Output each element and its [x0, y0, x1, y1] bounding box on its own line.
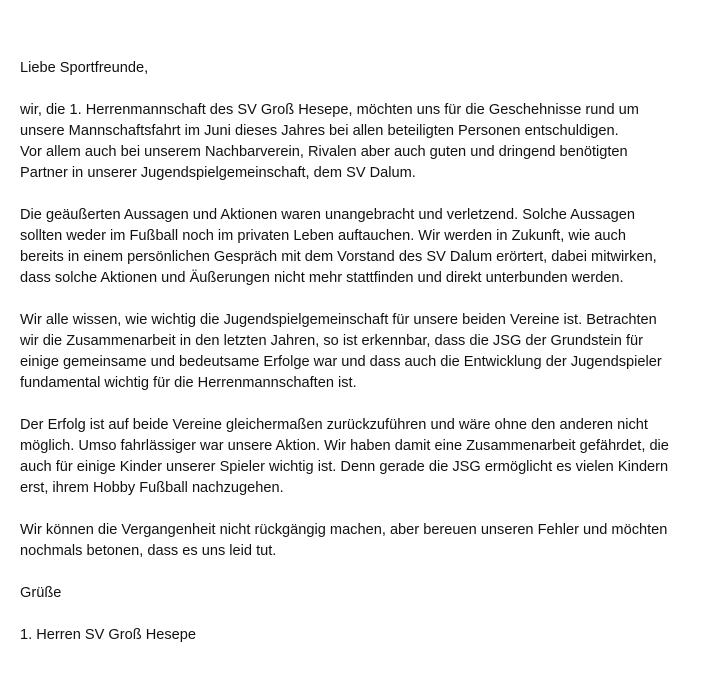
paragraph-line: wir, die 1. Herrenmannschaft des SV Groß Hesepe, möchten uns für die Geschehnisse rund um	[20, 102, 639, 118]
paragraph-line: Vor allem auch bei unserem Nachbarverein, Rivalen aber auch guten und dringend benötigten	[20, 144, 628, 160]
letter-greeting	[20, 58, 700, 79]
paragraph-line: auch für einige Kinder unserer Spieler wichtig ist. Denn gerade die JSG ermöglicht es vielen Kindern	[20, 459, 669, 475]
paragraph-line: Wir alle wissen, wie wichtig die Jugendspielgemeinschaft für unsere beiden Vereine ist. Betrachten	[20, 312, 657, 328]
paragraph-line: Partner in unserer Jugendspielgemeinschaft, dem SV Dalum.	[20, 165, 416, 181]
letter-paragraph-5	[20, 520, 700, 562]
paragraph-line: Wir können die Vergangenheit nicht rückgängig machen, aber bereuen unseren Fehler und möchten	[20, 522, 668, 538]
paragraph-line: wir die Zusammenarbeit in den letzten Jahren, so ist erkennbar, dass die JSG der Grundstein für	[20, 333, 643, 349]
paragraph-line: unsere Mannschaftsfahrt im Juni dieses Jahres bei allen beteiligten Personen entschuldigen.	[20, 123, 619, 139]
letter-signature	[20, 625, 700, 646]
paragraph-line: möglich. Umso fahrlässiger war unsere Aktion. Wir haben damit eine Zusammenarbeit gefährdet, die	[20, 438, 669, 454]
paragraph-line: erst, ihrem Hobby Fußball nachzugehen.	[20, 480, 284, 496]
letter-paragraph-3	[20, 310, 700, 394]
letter-document	[20, 58, 700, 667]
paragraph-line: sollten weder im Fußball noch im privaten Leben auftauchen. Wir werden in Zukunft, wie auch	[20, 228, 626, 244]
greeting-line: Liebe Sportfreunde,	[20, 60, 149, 76]
paragraph-line: bereits in einem persönlichen Gespräch mit dem Vorstand des SV Dalum erörtert, dabei mitwirken,	[20, 249, 657, 265]
paragraph-line: dass solche Aktionen und Äußerungen nicht mehr stattfinden und direkt unterbunden werden.	[20, 270, 624, 286]
paragraph-line: fundamental wichtig für die Herrenmannschaften ist.	[20, 375, 357, 391]
letter-paragraph-2	[20, 205, 700, 289]
paragraph-line: nochmals betonen, dass es uns leid tut.	[20, 543, 277, 559]
letter-paragraph-4	[20, 415, 700, 499]
letter-closing	[20, 583, 700, 604]
signature-line: 1. Herren SV Groß Hesepe	[20, 627, 197, 643]
closing-line: Grüße	[20, 585, 62, 601]
paragraph-line: Der Erfolg ist auf beide Vereine gleichermaßen zurückzuführen und wäre ohne den anderen nicht	[20, 417, 648, 433]
paragraph-line: einige gemeinsame und bedeutsame Erfolge war und dass auch die Entwicklung der Jugendspieler	[20, 354, 662, 370]
letter-paragraph-1	[20, 100, 700, 184]
paragraph-line: Die geäußerten Aussagen und Aktionen waren unangebracht und verletzend. Solche Aussagen	[20, 207, 635, 223]
